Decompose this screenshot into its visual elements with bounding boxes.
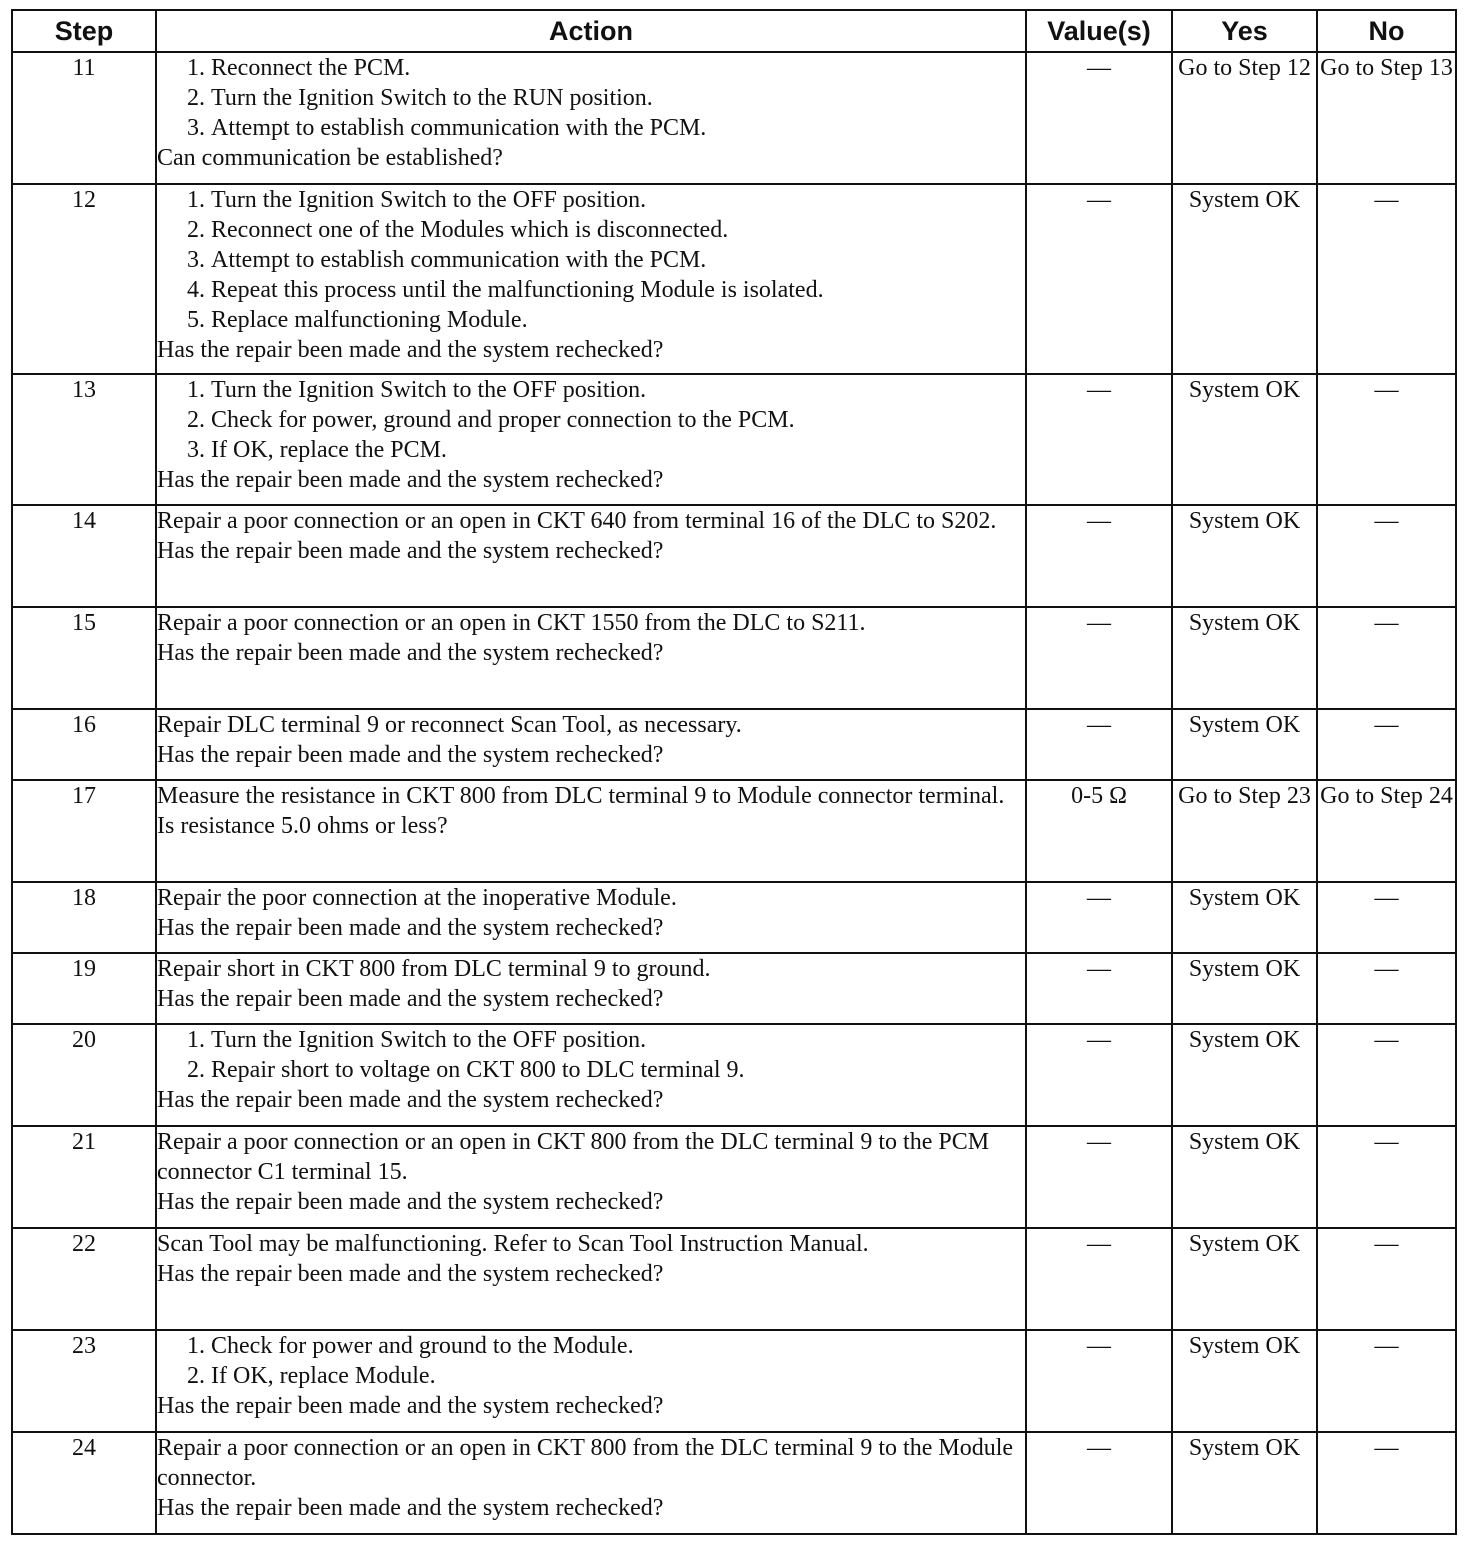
action-step-item: 1. Turn the Ignition Switch to the OFF position. <box>211 185 1025 215</box>
action-cell <box>156 1126 1026 1228</box>
action-cell <box>156 184 1026 374</box>
action-text: Repair the poor connection at the inoperative Module. <box>157 885 677 911</box>
action-step-list <box>157 185 1025 335</box>
action-step-item: 2. Turn the Ignition Switch to the RUN position. <box>211 83 1025 113</box>
action-question: Has the repair been made and the system rechecked? <box>157 1261 664 1287</box>
table-row <box>12 1024 1456 1126</box>
step-cell: 21 <box>12 1126 156 1228</box>
yes-cell: System OK <box>1172 709 1317 780</box>
action-step-item: 3. Attempt to establish communication with the PCM. <box>211 245 1025 275</box>
action-text: Scan Tool may be malfunctioning. Refer to Scan Tool Instruction Manual. <box>157 1231 869 1257</box>
value-cell: 0-5 Ω <box>1026 780 1172 882</box>
action-step-list <box>157 1331 1025 1391</box>
action-question: Has the repair been made and the system rechecked? <box>157 1189 664 1215</box>
yes-cell: System OK <box>1172 1024 1317 1126</box>
action-question: Has the repair been made and the system rechecked? <box>157 986 664 1012</box>
no-cell: — <box>1317 709 1456 780</box>
step-cell: 24 <box>12 1432 156 1534</box>
step-cell: 20 <box>12 1024 156 1126</box>
table-row <box>12 1330 1456 1432</box>
diagnostic-table <box>11 9 1457 1535</box>
value-cell: — <box>1026 709 1172 780</box>
no-cell: — <box>1317 953 1456 1024</box>
action-step-list <box>157 375 1025 465</box>
no-cell: — <box>1317 1228 1456 1330</box>
action-step-item: 1. Turn the Ignition Switch to the OFF position. <box>211 375 1025 405</box>
value-cell: — <box>1026 52 1172 184</box>
no-cell: — <box>1317 1330 1456 1432</box>
step-cell: 16 <box>12 709 156 780</box>
action-step-item: 4. Repeat this process until the malfunctioning Module is isolated. <box>211 275 1025 305</box>
step-cell: 15 <box>12 607 156 709</box>
value-cell: — <box>1026 1228 1172 1330</box>
action-question: Has the repair been made and the system rechecked? <box>157 742 664 768</box>
action-text: Repair a poor connection or an open in CKT 640 from terminal 16 of the DLC to S202. <box>157 508 997 534</box>
table-row <box>12 374 1456 505</box>
step-cell: 19 <box>12 953 156 1024</box>
action-question: Has the repair been made and the system rechecked? <box>157 1495 664 1521</box>
table-row <box>12 1432 1456 1534</box>
step-cell: 14 <box>12 505 156 607</box>
header-row <box>12 10 1456 52</box>
action-step-item: 1. Turn the Ignition Switch to the OFF position. <box>211 1025 1025 1055</box>
action-step-item: 2. If OK, replace Module. <box>211 1361 1025 1391</box>
action-step-item: 2. Repair short to voltage on CKT 800 to DLC terminal 9. <box>211 1055 1025 1085</box>
action-text: Repair short in CKT 800 from DLC terminal 9 to ground. <box>157 956 711 982</box>
step-cell: 17 <box>12 780 156 882</box>
action-cell <box>156 1432 1026 1534</box>
action-question: Has the repair been made and the system rechecked? <box>157 1087 664 1113</box>
action-step-list <box>157 53 1025 143</box>
action-question: Has the repair been made and the system rechecked? <box>157 640 664 666</box>
table-row <box>12 184 1456 374</box>
value-cell: — <box>1026 1330 1172 1432</box>
no-cell: — <box>1317 505 1456 607</box>
value-cell: — <box>1026 953 1172 1024</box>
step-cell: 12 <box>12 184 156 374</box>
action-step-item: 3. Attempt to establish communication with the PCM. <box>211 113 1025 143</box>
action-question: Has the repair been made and the system rechecked? <box>157 538 664 564</box>
yes-cell: Go to Step 23 <box>1172 780 1317 882</box>
value-cell: — <box>1026 374 1172 505</box>
action-text: Repair a poor connection or an open in CKT 800 from the DLC terminal 9 to the Module connector. <box>157 1435 1014 1491</box>
yes-cell: System OK <box>1172 184 1317 374</box>
step-cell: 11 <box>12 52 156 184</box>
value-cell: — <box>1026 882 1172 953</box>
action-step-item: 2. Reconnect one of the Modules which is disconnected. <box>211 215 1025 245</box>
action-text: Measure the resistance in CKT 800 from DLC terminal 9 to Module connector terminal. <box>157 783 1005 809</box>
action-cell <box>156 1024 1026 1126</box>
action-question: Has the repair been made and the system rechecked? <box>157 337 664 363</box>
header-no: No <box>1317 10 1456 52</box>
action-text: Repair a poor connection or an open in CKT 800 from the DLC terminal 9 to the PCM connector C1 terminal 15. <box>157 1129 990 1185</box>
no-cell: — <box>1317 882 1456 953</box>
action-step-item: 1. Check for power and ground to the Module. <box>211 1331 1025 1361</box>
yes-cell: System OK <box>1172 1228 1317 1330</box>
action-question: Has the repair been made and the system rechecked? <box>157 1393 664 1419</box>
action-question: Is resistance 5.0 ohms or less? <box>157 813 448 839</box>
action-step-item: 2. Check for power, ground and proper connection to the PCM. <box>211 405 1025 435</box>
table-row <box>12 882 1456 953</box>
value-cell: — <box>1026 607 1172 709</box>
yes-cell: System OK <box>1172 1432 1317 1534</box>
action-step-item: 5. Replace malfunctioning Module. <box>211 305 1025 335</box>
value-cell: — <box>1026 1126 1172 1228</box>
yes-cell: System OK <box>1172 1330 1317 1432</box>
action-question: Has the repair been made and the system rechecked? <box>157 467 664 493</box>
yes-cell: System OK <box>1172 505 1317 607</box>
action-cell <box>156 1330 1026 1432</box>
yes-cell: Go to Step 12 <box>1172 52 1317 184</box>
no-cell: Go to Step 24 <box>1317 780 1456 882</box>
table-row <box>12 1126 1456 1228</box>
value-cell: — <box>1026 505 1172 607</box>
action-cell <box>156 505 1026 607</box>
no-cell: — <box>1317 1126 1456 1228</box>
action-text: Repair a poor connection or an open in CKT 1550 from the DLC to S211. <box>157 610 866 636</box>
table-body <box>12 52 1456 1534</box>
action-step-item: 1. Reconnect the PCM. <box>211 53 1025 83</box>
step-cell: 22 <box>12 1228 156 1330</box>
step-cell: 13 <box>12 374 156 505</box>
value-cell: — <box>1026 1024 1172 1126</box>
yes-cell: System OK <box>1172 374 1317 505</box>
table-row <box>12 953 1456 1024</box>
action-cell <box>156 882 1026 953</box>
action-cell <box>156 953 1026 1024</box>
action-question: Has the repair been made and the system rechecked? <box>157 915 664 941</box>
header-yes: Yes <box>1172 10 1317 52</box>
table-row <box>12 709 1456 780</box>
step-cell: 23 <box>12 1330 156 1432</box>
action-cell <box>156 374 1026 505</box>
no-cell: — <box>1317 607 1456 709</box>
action-cell <box>156 1228 1026 1330</box>
action-text: Repair DLC terminal 9 or reconnect Scan Tool, as necessary. <box>157 712 742 738</box>
no-cell: — <box>1317 1024 1456 1126</box>
value-cell: — <box>1026 184 1172 374</box>
action-cell <box>156 780 1026 882</box>
header-step: Step <box>12 10 156 52</box>
no-cell: Go to Step 13 <box>1317 52 1456 184</box>
yes-cell: System OK <box>1172 607 1317 709</box>
table-row <box>12 505 1456 607</box>
no-cell: — <box>1317 184 1456 374</box>
yes-cell: System OK <box>1172 1126 1317 1228</box>
table-row <box>12 780 1456 882</box>
step-cell: 18 <box>12 882 156 953</box>
action-step-item: 3. If OK, replace the PCM. <box>211 435 1025 465</box>
yes-cell: System OK <box>1172 882 1317 953</box>
header-values: Value(s) <box>1026 10 1172 52</box>
action-question: Can communication be established? <box>157 145 503 171</box>
yes-cell: System OK <box>1172 953 1317 1024</box>
table-row <box>12 607 1456 709</box>
action-cell <box>156 709 1026 780</box>
table-row <box>12 52 1456 184</box>
action-cell <box>156 52 1026 184</box>
table-row <box>12 1228 1456 1330</box>
header-action: Action <box>156 10 1026 52</box>
no-cell: — <box>1317 374 1456 505</box>
value-cell: — <box>1026 1432 1172 1534</box>
action-cell <box>156 607 1026 709</box>
action-step-list <box>157 1025 1025 1085</box>
no-cell: — <box>1317 1432 1456 1534</box>
